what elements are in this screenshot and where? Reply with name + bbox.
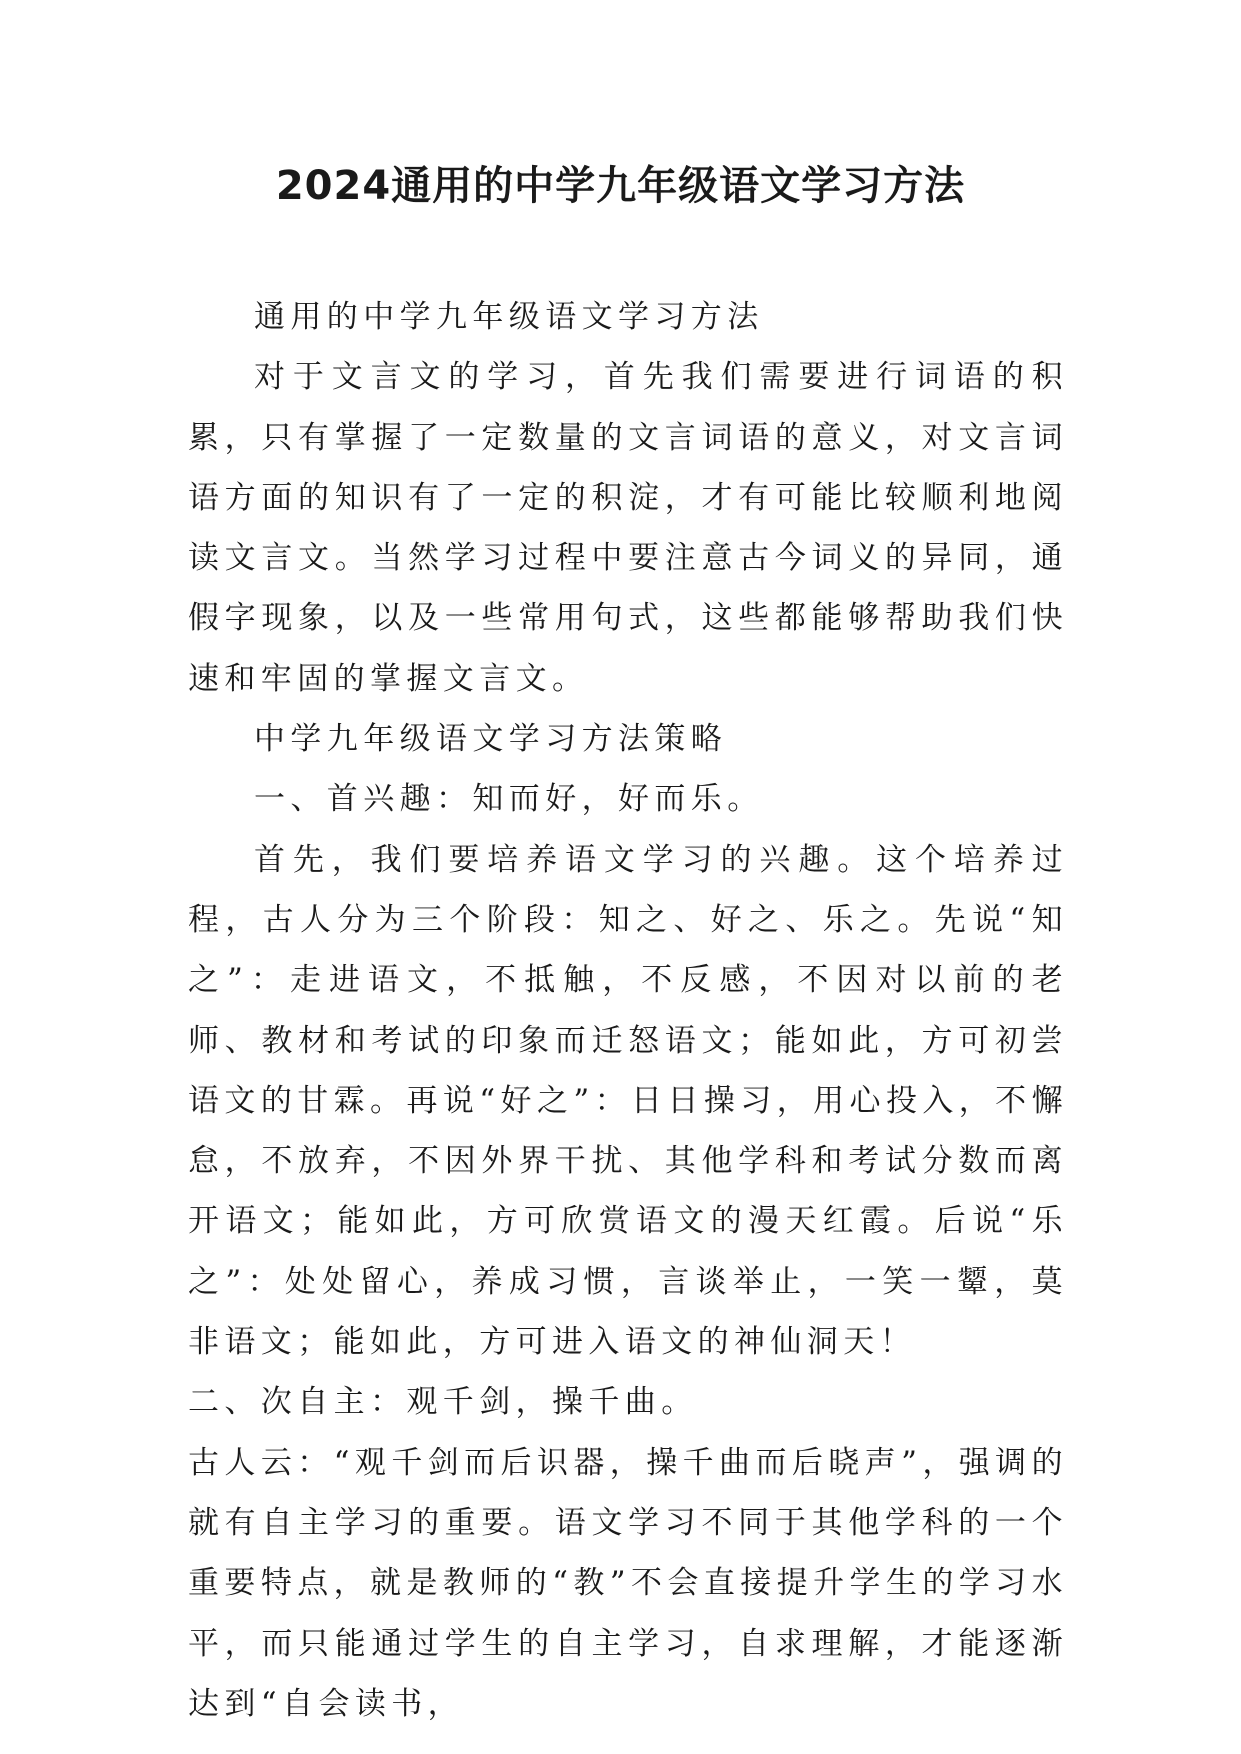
paragraph-section-one-heading: 一、首兴趣：知而好，好而乐。	[254, 781, 764, 818]
document-title: 2024通用的中学九年级语文学习方法	[275, 163, 966, 209]
paragraph-section-two-heading: 二、次自主：观千剑，操千曲。	[188, 1384, 698, 1421]
paragraph-interest: 首先，我们要培养语文学习的兴趣。这个培养过程，古人分为三个阶段：知之、好之、乐之。先说“知之”：走进语文，不抵触，不反感，不因对以前的老师、教材和考试的印象而迁怒语文；能如此，方可初尝语文的甘霖。再说“好之”：日日操习，用心投入，不懈怠，不放弃，不因外界干扰、其他学科和考试分数而离开语文；能如此，方可欣赏语文的漫天红霞。后说“乐之”：处处留心，养成习惯，言谈举止，一笑一颦，莫非语文；能如此，方可进入语文的神仙洞天！	[188, 841, 1068, 1361]
paragraph-subtitle: 通用的中学九年级语文学习方法	[254, 299, 764, 335]
paragraph-self-study: 古人云：“观千剑而后识器，操千曲而后晓声”，强调的就有自主学习的重要。语文学习不同于其他学科的一个重要特点，就是教师的“教”不会直接提升学生的学习水平，而只能通过学生的自主学习，自求理解，才能逐渐达到“自会读书，	[188, 1444, 1068, 1722]
paragraph-classical-chinese: 对于文言文的学习，首先我们需要进行词语的积累，只有掌握了一定数量的文言词语的意义，对文言词语方面的知识有了一定的积淀，才有可能比较顺利地阅读文言文。当然学习过程中要注意古今词义的异同，通假字现象，以及一些常用句式，这些都能够帮助我们快速和牢固的掌握文言文。	[188, 359, 1068, 697]
document-body	[188, 287, 1068, 1734]
paragraph-strategy-heading: 中学九年级语文学习方法策略	[254, 721, 728, 758]
